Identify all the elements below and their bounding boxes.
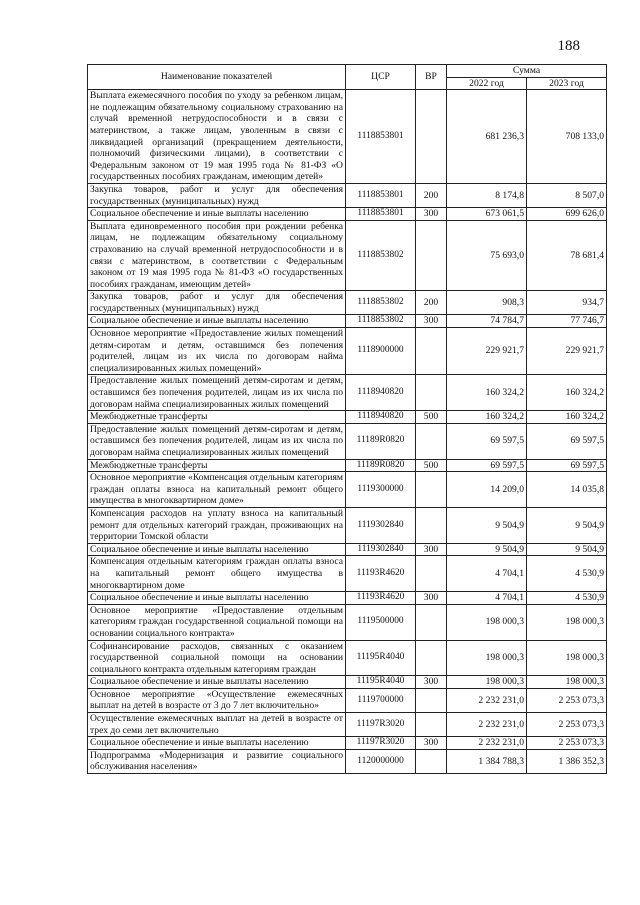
table-row	[88, 90, 607, 184]
table-row	[88, 556, 607, 592]
row-vr-cell	[416, 220, 447, 291]
row-csr-cell: 1118853801	[346, 183, 416, 207]
row-value-2023-cell: 160 324,2	[527, 375, 607, 411]
row-csr-cell: 1119300000	[346, 472, 416, 508]
budget-table	[87, 64, 607, 774]
row-csr-cell: 11195R4040	[346, 676, 416, 689]
row-value-2022-cell: 2 232 231,0	[447, 688, 527, 712]
row-value-2023-cell: 708 133,0	[527, 90, 607, 184]
row-value-2023-cell: 160 324,2	[527, 411, 607, 424]
row-value-2023-cell: 4 530,9	[527, 592, 607, 605]
row-vr-cell: 300	[416, 315, 447, 328]
table-row	[88, 315, 607, 328]
row-value-2022-cell: 2 232 231,0	[447, 737, 527, 750]
row-vr-cell: 500	[416, 459, 447, 472]
row-name-cell: Компенсация отдельным категориям граждан оплаты взноса на капитальный ремонт общего имущества в многоквартирном доме	[88, 556, 346, 592]
row-value-2022-cell: 198 000,3	[447, 604, 527, 640]
table-row	[88, 543, 607, 556]
row-name-cell: Межбюджетные трансферты	[88, 411, 346, 424]
table-row	[88, 183, 607, 207]
row-vr-cell	[416, 604, 447, 640]
row-csr-cell: 11195R4040	[346, 640, 416, 676]
row-value-2023-cell: 198 000,3	[527, 640, 607, 676]
row-value-2022-cell: 14 209,0	[447, 472, 527, 508]
row-value-2022-cell: 69 597,5	[447, 423, 527, 459]
table-row	[88, 291, 607, 315]
row-value-2023-cell: 69 597,5	[527, 459, 607, 472]
row-vr-cell: 300	[416, 737, 447, 750]
table-row	[88, 749, 607, 773]
row-csr-cell: 1120000000	[346, 749, 416, 773]
row-vr-cell	[416, 375, 447, 411]
header-name: Наименование показателей	[88, 65, 346, 90]
row-vr-cell: 200	[416, 291, 447, 315]
row-csr-cell: 1119302840	[346, 543, 416, 556]
table-row	[88, 375, 607, 411]
row-name-cell: Социальное обеспечение и иные выплаты населению	[88, 592, 346, 605]
header-vr: ВР	[416, 65, 447, 90]
row-vr-cell	[416, 90, 447, 184]
table-row	[88, 640, 607, 676]
row-name-cell: Основное мероприятие «Предоставление жилых помещений детям-сиротам и детям, оставшимся без попечения родителей, лицам из их числа по договорам найма специализированных жилых помещений»	[88, 328, 346, 375]
row-value-2022-cell: 2 232 231,0	[447, 713, 527, 737]
table-row	[88, 713, 607, 737]
row-value-2022-cell: 9 504,9	[447, 543, 527, 556]
row-value-2023-cell: 4 530,9	[527, 556, 607, 592]
row-value-2022-cell: 198 000,3	[447, 640, 527, 676]
row-csr-cell: 11193R4620	[346, 556, 416, 592]
row-vr-cell: 300	[416, 543, 447, 556]
row-value-2023-cell: 934,7	[527, 291, 607, 315]
table-row	[88, 208, 607, 221]
row-csr-cell: 11189R0820	[346, 423, 416, 459]
row-value-2023-cell: 9 504,9	[527, 507, 607, 543]
header-sum: Сумма	[447, 65, 607, 78]
row-csr-cell: 1119500000	[346, 604, 416, 640]
header-csr: ЦСР	[346, 65, 416, 90]
row-value-2022-cell: 74 784,7	[447, 315, 527, 328]
row-csr-cell: 1118853802	[346, 315, 416, 328]
table-row	[88, 592, 607, 605]
row-name-cell: Закупка товаров, работ и услуг для обеспечения государственных (муниципальных) нужд	[88, 183, 346, 207]
row-name-cell: Основное мероприятие «Компенсация отдельным категориям граждан оплаты взноса на капитальный ремонт общего имущества в многоквартирном доме»	[88, 472, 346, 508]
row-value-2023-cell: 14 035,8	[527, 472, 607, 508]
row-vr-cell: 300	[416, 676, 447, 689]
row-value-2022-cell: 69 597,5	[447, 459, 527, 472]
row-value-2023-cell: 77 746,7	[527, 315, 607, 328]
row-value-2022-cell: 4 704,1	[447, 592, 527, 605]
row-csr-cell: 11197R3020	[346, 737, 416, 750]
header-year-2023: 2023 год	[527, 77, 607, 90]
row-csr-cell: 11197R3020	[346, 713, 416, 737]
row-value-2023-cell: 198 000,3	[527, 604, 607, 640]
row-name-cell: Выплата ежемесячного пособия по уходу за ребенком лицам, не подлежащим обязательному социальному страхованию на случай временной нетрудоспособности и в связи с материнством, а также лицам, уволенным в связи с ликвидацией организаций (прекращением деятельности, полномочий физическими лицами), в соответствии с Федеральным законом от 19 мая 1995 года № 81-ФЗ «О государственных пособиях гражданам, имеющим детей»	[88, 90, 346, 184]
row-value-2023-cell: 2 253 073,3	[527, 713, 607, 737]
row-name-cell: Социальное обеспечение и иные выплаты населению	[88, 676, 346, 689]
row-name-cell: Осуществление ежемесячных выплат на детей в возрасте от трех до семи лет включительно	[88, 713, 346, 737]
row-name-cell: Социальное обеспечение и иные выплаты населению	[88, 315, 346, 328]
row-csr-cell: 1118940820	[346, 411, 416, 424]
row-value-2022-cell: 1 384 788,3	[447, 749, 527, 773]
row-value-2023-cell: 78 681,4	[527, 220, 607, 291]
row-name-cell: Закупка товаров, работ и услуг для обеспечения государственных (муниципальных) нужд	[88, 291, 346, 315]
row-name-cell: Социальное обеспечение и иные выплаты населению	[88, 737, 346, 750]
row-value-2022-cell: 681 236,3	[447, 90, 527, 184]
row-vr-cell: 300	[416, 208, 447, 221]
table-row	[88, 411, 607, 424]
row-value-2023-cell: 229 921,7	[527, 328, 607, 375]
row-name-cell: Межбюджетные трансферты	[88, 459, 346, 472]
table-row	[88, 604, 607, 640]
table-row	[88, 507, 607, 543]
table-row	[88, 459, 607, 472]
row-name-cell: Предоставление жилых помещений детям-сиротам и детям, оставшимся без попечения родителей, лицам из их числа по договорам найма специализированных жилых помещений	[88, 423, 346, 459]
row-name-cell: Основное мероприятие «Предоставление отдельным категориям граждан государственной социальной помощи на основании социального контракта»	[88, 604, 346, 640]
row-vr-cell	[416, 472, 447, 508]
table-row	[88, 220, 607, 291]
row-vr-cell	[416, 423, 447, 459]
row-vr-cell	[416, 328, 447, 375]
row-value-2023-cell: 8 507,0	[527, 183, 607, 207]
row-value-2022-cell: 9 504,9	[447, 507, 527, 543]
header-year-2022: 2022 год	[447, 77, 527, 90]
row-value-2022-cell: 75 693,0	[447, 220, 527, 291]
row-csr-cell: 1118853801	[346, 90, 416, 184]
header-row-top	[88, 65, 607, 78]
row-csr-cell: 1118853802	[346, 291, 416, 315]
row-value-2022-cell: 198 000,3	[447, 676, 527, 689]
row-vr-cell: 200	[416, 183, 447, 207]
page-number: 188	[557, 38, 580, 54]
row-csr-cell: 1119700000	[346, 688, 416, 712]
row-vr-cell	[416, 640, 447, 676]
row-vr-cell	[416, 688, 447, 712]
row-name-cell: Социальное обеспечение и иные выплаты населению	[88, 543, 346, 556]
row-value-2023-cell: 699 626,0	[527, 208, 607, 221]
row-value-2022-cell: 160 324,2	[447, 411, 527, 424]
table-row	[88, 737, 607, 750]
table-row	[88, 688, 607, 712]
row-name-cell: Основное мероприятие «Осуществление ежемесячных выплат на детей в возрасте от 3 до 7 лет включительно»	[88, 688, 346, 712]
row-value-2022-cell: 8 174,8	[447, 183, 527, 207]
table-row	[88, 472, 607, 508]
row-vr-cell	[416, 749, 447, 773]
row-value-2023-cell: 69 597,5	[527, 423, 607, 459]
row-csr-cell: 1118900000	[346, 328, 416, 375]
row-name-cell: Компенсация расходов на уплату взноса на капитальный ремонт для отдельных категорий граждан, проживающих на территории Томской области	[88, 507, 346, 543]
table-row	[88, 423, 607, 459]
row-csr-cell: 11189R0820	[346, 459, 416, 472]
row-value-2023-cell: 2 253 073,3	[527, 688, 607, 712]
row-name-cell: Социальное обеспечение и иные выплаты населению	[88, 208, 346, 221]
row-value-2023-cell: 9 504,9	[527, 543, 607, 556]
row-csr-cell: 11193R4620	[346, 592, 416, 605]
row-vr-cell	[416, 713, 447, 737]
row-value-2023-cell: 198 000,3	[527, 676, 607, 689]
row-value-2023-cell: 1 386 352,3	[527, 749, 607, 773]
row-value-2023-cell: 2 253 073,3	[527, 737, 607, 750]
row-csr-cell: 1119302840	[346, 507, 416, 543]
row-value-2022-cell: 908,3	[447, 291, 527, 315]
row-csr-cell: 1118940820	[346, 375, 416, 411]
row-csr-cell: 1118853801	[346, 208, 416, 221]
row-name-cell: Софинансирование расходов, связанных с оказанием государственной социальной помощи на основании социального контракта отдельным категориям граждан	[88, 640, 346, 676]
row-vr-cell	[416, 556, 447, 592]
row-vr-cell: 300	[416, 592, 447, 605]
row-vr-cell: 500	[416, 411, 447, 424]
row-value-2022-cell: 229 921,7	[447, 328, 527, 375]
table-row	[88, 676, 607, 689]
table-row	[88, 328, 607, 375]
row-value-2022-cell: 673 061,5	[447, 208, 527, 221]
row-value-2022-cell: 4 704,1	[447, 556, 527, 592]
row-name-cell: Выплата единовременного пособия при рождении ребенка лицам, не подлежащим обязательному социальному страхованию на случай временной нетрудоспособности и в связи с материнством, в соответствии с Федеральным законом от 19 мая 1995 года № 81-ФЗ «О государственных пособиях гражданам, имеющим детей»	[88, 220, 346, 291]
row-value-2022-cell: 160 324,2	[447, 375, 527, 411]
row-name-cell: Подпрограмма «Модернизация и развитие социального обслуживания населения»	[88, 749, 346, 773]
table-body	[88, 90, 607, 774]
row-vr-cell	[416, 507, 447, 543]
row-csr-cell: 1118853802	[346, 220, 416, 291]
row-name-cell: Предоставление жилых помещений детям-сиротам и детям, оставшимся без попечения родителей, лицам из их числа по договорам найма специализированных жилых помещений	[88, 375, 346, 411]
